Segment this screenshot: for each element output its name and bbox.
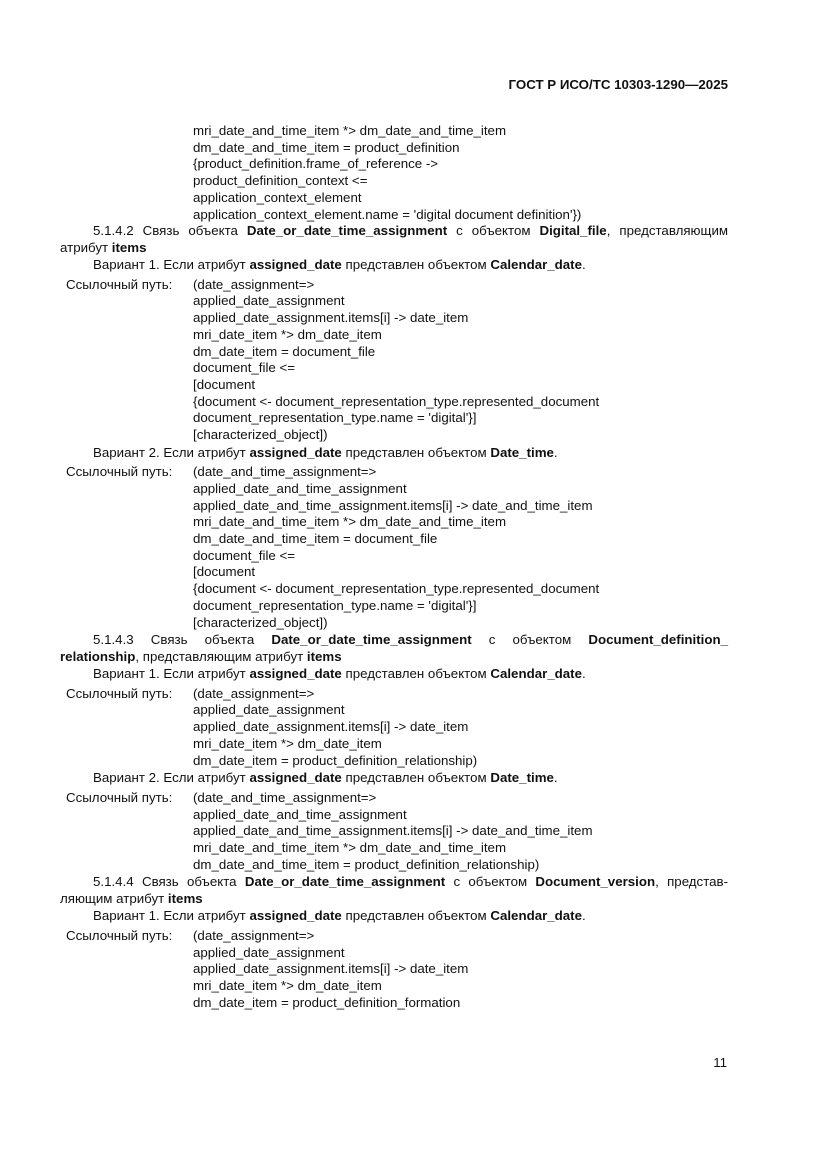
reference-path-block bbox=[60, 277, 728, 444]
variant-line: Вариант 2. Если атрибут assigned_date представлен объектом Date_time. bbox=[93, 444, 558, 460]
code-line: application_context_element.name = 'digital document definition'}) bbox=[193, 206, 582, 222]
reference-path-block bbox=[60, 686, 728, 770]
reference-path-label: Ссылочный путь: bbox=[66, 464, 173, 480]
code-line: applied_date_and_time_assignment bbox=[193, 480, 407, 496]
variant-line: Вариант 1. Если атрибут assigned_date представлен объектом Calendar_date. bbox=[93, 908, 586, 924]
code-line: dm_date_and_time_item = product_definition bbox=[193, 139, 460, 155]
code-line: mri_date_and_time_item *> dm_date_and_time_item bbox=[193, 839, 507, 855]
code-line: applied_date_assignment.items[i] -> date_item bbox=[193, 961, 469, 977]
variant-line: Вариант 1. Если атрибут assigned_date представлен объектом Calendar_date. bbox=[93, 257, 586, 273]
document-header: ГОСТ Р ИСО/ТС 10303-1290—2025 bbox=[508, 77, 728, 92]
code-line: dm_date_item = document_file bbox=[193, 343, 376, 359]
reference-path-label: Ссылочный путь: bbox=[66, 276, 173, 292]
code-line: dm_date_item = product_definition_relationship) bbox=[193, 752, 478, 768]
code-line: {document <- document_representation_type.represented_document bbox=[193, 581, 600, 597]
target-entity: Digital_file bbox=[539, 223, 607, 239]
code-line: {document <- document_representation_type.represented_document bbox=[193, 393, 600, 409]
entity-name: Date_or_date_time_assignment bbox=[244, 874, 446, 890]
section-number: 5.1.4.4 bbox=[93, 874, 134, 890]
reference-path-label: Ссылочный путь: bbox=[66, 789, 173, 805]
code-line: document_file <= bbox=[193, 360, 296, 376]
code-line: dm_date_and_time_item = document_file bbox=[193, 531, 438, 547]
reference-path-label: Ссылочный путь: bbox=[66, 927, 173, 943]
attribute-name: items bbox=[111, 239, 147, 255]
target-entity: Document_definition_ relationship bbox=[60, 632, 728, 664]
code-line: (date_and_time_assignment=> bbox=[193, 464, 377, 480]
code-line: document_file <= bbox=[193, 547, 296, 563]
reference-path-block bbox=[60, 464, 728, 631]
reference-path-label: Ссылочный путь: bbox=[66, 685, 173, 701]
code-line: (date_assignment=> bbox=[193, 276, 315, 292]
page-content bbox=[60, 123, 728, 1012]
code-line: mri_date_item *> dm_date_item bbox=[193, 326, 382, 342]
variant-line: Вариант 1. Если атрибут assigned_date представлен объектом Calendar_date. bbox=[93, 666, 586, 682]
code-line: document_representation_type.name = 'digital'}] bbox=[193, 597, 477, 613]
code-line: dm_date_item = product_definition_formation bbox=[193, 994, 461, 1010]
attribute-name: items bbox=[306, 648, 342, 664]
variant-line: Вариант 2. Если атрибут assigned_date представлен объектом Date_time. bbox=[93, 770, 558, 786]
section-number: 5.1.4.3 bbox=[93, 632, 134, 648]
code-line: dm_date_and_time_item = product_definition_relationship) bbox=[193, 856, 540, 872]
code-line: [document bbox=[193, 564, 256, 580]
code-line: applied_date_assignment.items[i] -> date_item bbox=[193, 310, 469, 326]
code-line: document_representation_type.name = 'digital'}] bbox=[193, 410, 477, 426]
code-line: application_context_element bbox=[193, 189, 362, 205]
code-line: [characterized_object]) bbox=[193, 427, 328, 443]
code-line: product_definition_context <= bbox=[193, 173, 368, 189]
section-number: 5.1.4.2 bbox=[93, 223, 134, 239]
code-line: {product_definition.frame_of_reference -> bbox=[193, 156, 439, 172]
code-line: applied_date_and_time_assignment bbox=[193, 806, 407, 822]
attribute-name: items bbox=[167, 890, 203, 906]
section-heading: 5.1.4.2 Связь объекта Date_or_date_time_assignment с объектом Digital_file, представляющим атрибут items bbox=[60, 223, 729, 255]
page-number: 11 bbox=[713, 1055, 727, 1070]
code-line: (date_assignment=> bbox=[193, 685, 315, 701]
section-heading: 5.1.4.4 Связь объекта Date_or_date_time_assignment с объектом Document_version, представ-ляющим атрибут items bbox=[60, 874, 729, 906]
code-line: mri_date_and_time_item *> dm_date_and_time_item bbox=[193, 123, 507, 138]
entity-name: Date_or_date_time_assignment bbox=[246, 223, 448, 239]
entity-name: Date_or_date_time_assignment bbox=[271, 632, 472, 648]
code-line: mri_date_item *> dm_date_item bbox=[193, 735, 382, 751]
code-line: applied_date_and_time_assignment.items[i] -> date_and_time_item bbox=[193, 823, 593, 839]
code-line: (date_assignment=> bbox=[193, 927, 315, 943]
code-line: [document bbox=[193, 376, 256, 392]
code-line: (date_and_time_assignment=> bbox=[193, 789, 377, 805]
reference-path-block bbox=[60, 790, 728, 874]
intro-code-block bbox=[193, 123, 728, 223]
code-line: mri_date_and_time_item *> dm_date_and_time_item bbox=[193, 514, 507, 530]
code-line: applied_date_assignment bbox=[193, 944, 345, 960]
code-line: applied_date_assignment bbox=[193, 702, 345, 718]
code-line: applied_date_assignment.items[i] -> date_item bbox=[193, 719, 469, 735]
code-line: [characterized_object]) bbox=[193, 614, 328, 630]
code-line: applied_date_assignment bbox=[193, 293, 345, 309]
code-line: applied_date_and_time_assignment.items[i] -> date_and_time_item bbox=[193, 497, 593, 513]
reference-path-block bbox=[60, 928, 728, 1012]
section-heading: 5.1.4.3 Связь объекта Date_or_date_time_assignment с объектом Document_definition_ relationship, представляющим атрибут items bbox=[60, 632, 728, 664]
code-line: mri_date_item *> dm_date_item bbox=[193, 977, 382, 993]
target-entity: Document_version bbox=[535, 874, 656, 890]
